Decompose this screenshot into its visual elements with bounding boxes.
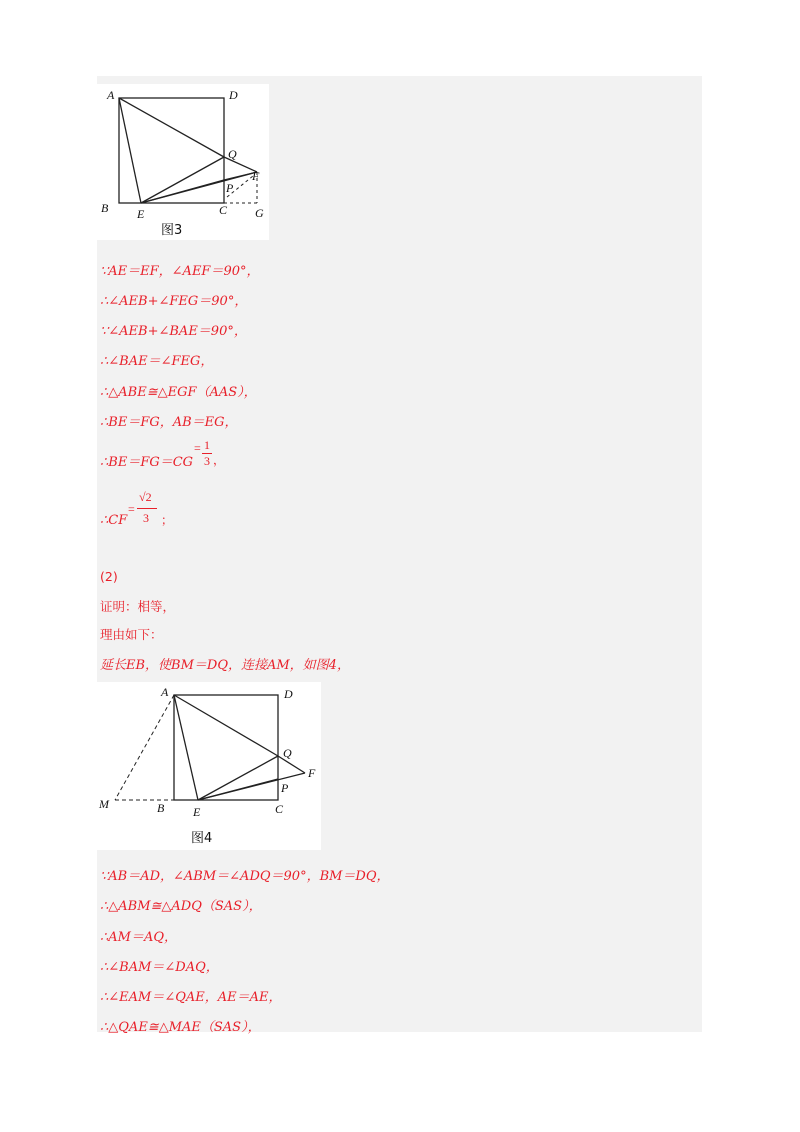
- fig3-label-d: D: [229, 88, 238, 102]
- figure-4-diagram: [97, 682, 321, 850]
- fig3-label-q: Q: [228, 147, 237, 161]
- part-2-reason: 理由如下：: [100, 627, 163, 642]
- fraction-suffix: ；: [161, 513, 174, 527]
- fraction-equals: =: [194, 441, 201, 455]
- fraction-numerator: √2: [139, 490, 152, 504]
- fraction-suffix: ，: [213, 453, 226, 467]
- figure-3-caption: 图3: [161, 223, 183, 238]
- proof1-line-1: ∵AE＝EF，∠AEF＝90°，: [100, 264, 260, 279]
- fig4-label-m: M: [99, 797, 109, 811]
- fraction-denominator: 3: [143, 511, 149, 525]
- proof1-line-2: ∴∠AEB+∠FEG＝90°，: [100, 294, 248, 309]
- fraction-root-two-third: [128, 490, 176, 530]
- proof2-line-5: ∴∠EAM＝∠QAE，AE＝AE，: [100, 990, 282, 1005]
- proof1-line-4: ∴∠BAE＝∠FEG，: [100, 354, 214, 369]
- fig3-label-a: A: [107, 88, 115, 102]
- fig3-label-b: B: [101, 201, 109, 215]
- fig3-label-e: E: [137, 207, 145, 221]
- fig4-label-a: A: [161, 685, 169, 699]
- proof2-line-1: ∵AB＝AD，∠ABM＝∠ADQ＝90°，BM＝DQ，: [100, 869, 390, 884]
- proof2-line-3: ∴AM＝AQ，: [100, 930, 178, 945]
- fraction-numerator: 1: [204, 438, 210, 452]
- fig4-label-f: F: [308, 766, 316, 780]
- proof2-line-4: ∴∠BAM＝∠DAQ，: [100, 960, 219, 975]
- fig3-label-g: G: [255, 206, 264, 220]
- proof1-line-6: ∴BE＝FG，AB＝EG，: [100, 415, 238, 430]
- proof1-line-8: [100, 513, 127, 528]
- proof1-line-7: [100, 451, 193, 470]
- fraction-equals: =: [128, 502, 135, 516]
- fraction-denominator: 3: [204, 454, 210, 468]
- proof1-line-7-text: ∴BE＝FG＝CG: [100, 455, 194, 470]
- fig4-label-q: Q: [283, 746, 292, 760]
- fraction-one-third: [194, 438, 224, 472]
- proof2-line-2: ∴△ABM≅△ADQ（SAS），: [100, 899, 262, 914]
- figure-4: [97, 682, 321, 850]
- fig4-label-b: B: [157, 801, 165, 815]
- proof1-line-5: ∴△ABE≅△EGF（AAS），: [100, 385, 257, 400]
- fraction-bar: [137, 508, 157, 509]
- fig3-label-p: P: [226, 181, 234, 195]
- fig3-label-f: F: [252, 169, 260, 183]
- figure-3: [97, 84, 269, 240]
- fig3-label-c: C: [219, 203, 228, 217]
- proof1-line-8-text: ∴CF: [100, 513, 128, 528]
- fig4-label-p: P: [281, 781, 289, 795]
- fig4-label-c: C: [275, 802, 284, 816]
- part-2-claim: 证明：相等，: [100, 599, 176, 614]
- fig4-label-d: D: [284, 687, 293, 701]
- proof2-line-6: ∴△QAE≅△MAE（SAS），: [100, 1020, 261, 1035]
- proof1-line-3: ∵∠AEB+∠BAE＝90°，: [100, 324, 247, 339]
- fig4-label-e: E: [193, 805, 201, 819]
- part-2-number: (2): [100, 569, 118, 584]
- figure-4-caption: 图4: [191, 831, 213, 846]
- figure-3-diagram: [97, 84, 269, 240]
- part-2-construction: 延长EB，使BM＝DQ，连接AM，如图4，: [100, 658, 350, 673]
